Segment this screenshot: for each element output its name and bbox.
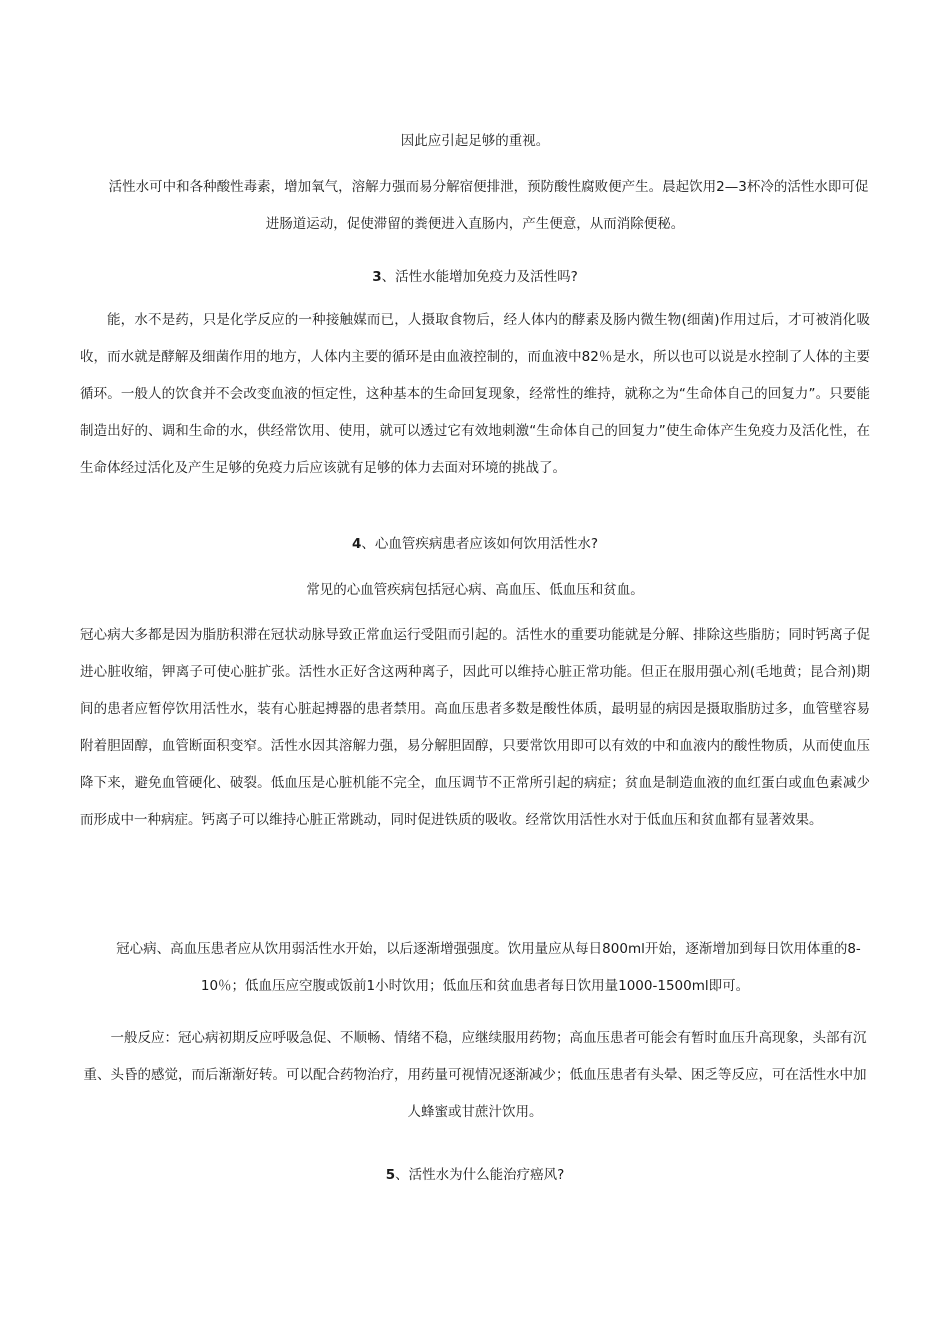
heading-question-3: [80, 259, 870, 296]
heading-number: 3: [372, 269, 382, 285]
heading-question-4: [80, 526, 870, 563]
paragraph-reactions: 一般反应：冠心病初期反应呼吸急促、不顺畅、情绪不稳，应继续服用药物；高血压患者可能会有暂时血压升高现象，头部有沉重、头昏的感觉，而后渐渐好转。可以配合药物治疗，用药量可视情况逐渐减少；低血压患者有头晕、困乏等反应，可在活性水中加人蜂蜜或甘蔗汁饮用。: [83, 1030, 867, 1120]
paragraph-intro-end: 因此应引起足够的重视。: [400, 133, 550, 149]
paragraph-cardio-types: 常见的心血管疾病包括冠心病、高血压、低血压和贫血。: [306, 582, 644, 598]
heading-text: 、活性水为什么能治疗癌风?: [395, 1167, 565, 1183]
heading-number: 4: [351, 536, 362, 552]
heading-question-5: [80, 1157, 870, 1194]
paragraph-immunity: 能，水不是药，只是化学反应的一种接触媒而已，人摄取食物后，经人体内的酵素及肠内微生物(细菌)作用过后，才可被消化吸收，而水就是酵解及细菌作用的地方，人体内主要的循环是由血液控制的，而血液中82％是水，所以也可以说是水控制了人体的主要循环。一般人的饮食并不会改变血液的恒定性，这种基本的生命回复现象，经常性的维持，就称之为“生命体自己的回复力”。只要能制造出好的、调和生命的水，供经常饮用、使用，就可以透过它有效地刺激“生命体自己的回复力”使生命体产生免疫力及活化性，在生命体经过活化及产生足够的免疫力后应该就有足够的体力去面对环境的挑战了。: [80, 312, 870, 476]
heading-text: 、活性水能增加免疫力及活性吗?: [381, 269, 578, 285]
paragraph-constipation: 活性水可中和各种酸性毒素，增加氧气，溶解力强而易分解宿便排泄，预防酸性腐败便产生。晨起饮用2—3杯冷的活性水即可促进肠道运动，促使滞留的粪便进入直肠内，产生便意，从而消除便秘。: [108, 179, 869, 232]
heading-text: 、心血管疾病患者应该如何饮用活性水?: [361, 536, 599, 552]
paragraph-dosage: 冠心病、高血压患者应从饮用弱活性水开始，以后逐渐增强强度。饮用量应从每日800ml开始，逐渐增加到每日饮用体重的8-10％；低血压应空腹或饭前1小时饮用；低血压和贫血患者每日饮用量1000-1500ml即可。: [116, 941, 861, 994]
heading-number: 5: [385, 1167, 396, 1183]
paragraph-cardio-detail: 冠心病大多都是因为脂肪积滞在冠状动脉导致正常血运行受阻而引起的。活性水的重要功能就是分解、排除这些脂肪；同时钙离子促进心脏收缩，钾离子可使心脏扩张。活性水正好含这两种离子，因此可以维持心脏正常功能。但正在服用强心剂(毛地黄；昆合剂)期间的患者应暂停饮用活性水，装有心脏起搏器的患者禁用。高血压患者多数是酸性体质，最明显的病因是摄取脂肪过多，血管壁容易附着胆固醇，血管断面积变窄。活性水因其溶解力强，易分解胆固醇，只要常饮用即可以有效的中和血液内的酸性物质，从而使血压降下来，避免血管硬化、破裂。低血压是心脏机能不完全，血压调节不正常所引起的病症；贫血是制造血液的血红蛋白或血色素减少而形成中一种病症。钙离子可以维持心脏正常跳动，同时促进铁质的吸收。经常饮用活性水对于低血压和贫血都有显著效果。: [80, 627, 870, 828]
